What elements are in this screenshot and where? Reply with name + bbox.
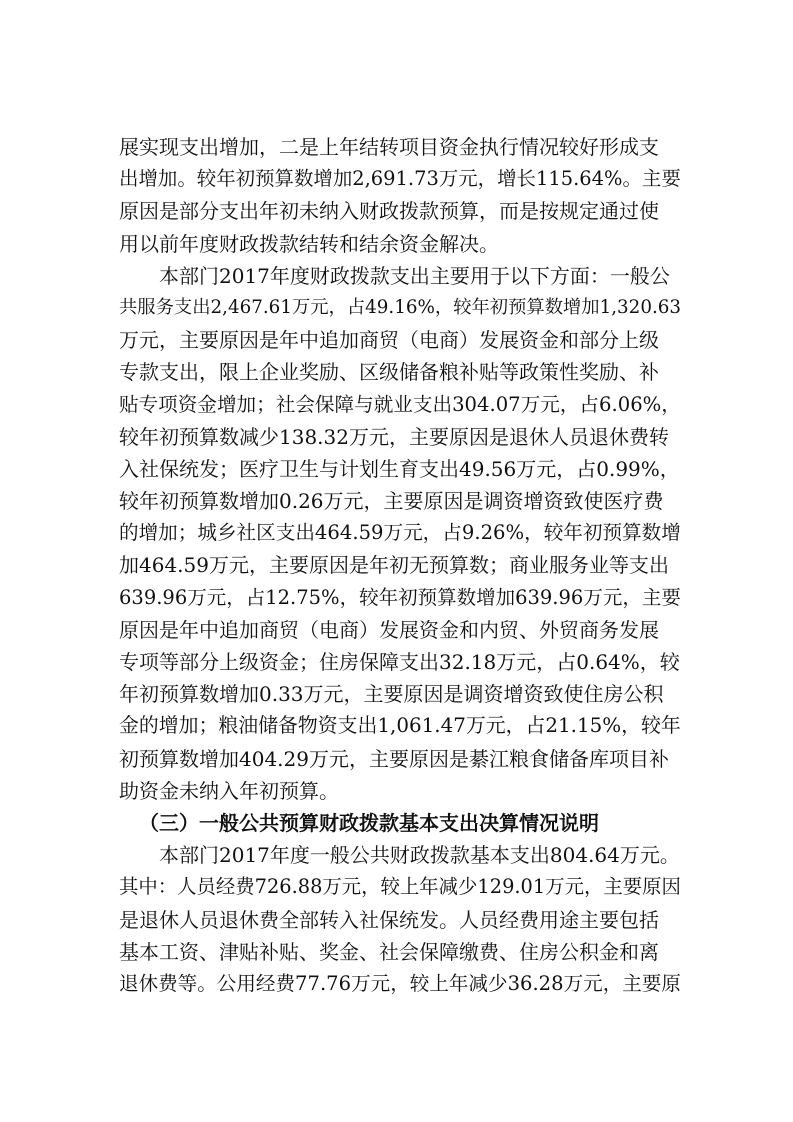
text-line: 基本工资、津贴补贴、奖金、社会保障缴费、住房公积金和离: [119, 939, 659, 964]
body-text: [119, 131, 684, 1000]
paragraph-start-line: 本部门2017年度财政拨款支出主要用于以下方面：一般公: [159, 263, 670, 288]
text-line: 展实现支出增加，二是上年结转项目资金执行情况较好形成支: [119, 135, 659, 159]
text-line: 助资金未纳入年初预算。: [119, 778, 339, 803]
text-line: 贴专项资金增加；社会保障与就业支出304.07万元，占6.06%，: [119, 392, 681, 416]
text-line: 年初预算数增加0.33万元，主要原因是调资增资致使住房公积: [119, 682, 664, 707]
text-line: 专款支出，限上企业奖励、区级储备粮补贴等政策性奖励、补: [119, 360, 659, 385]
section-heading: （三）一般公共预算财政拨款基本支出决算情况说明: [139, 810, 599, 835]
text-line: 原因是年中追加商贸（电商）发展资金和内贸、外贸商务发展: [119, 617, 659, 642]
text-line: 万元，主要原因是年中追加商贸（电商）发展资金和部分上级: [119, 328, 659, 353]
text-line: 较年初预算数增加0.26万元，主要原因是调资增资致使医疗费: [119, 489, 664, 514]
text-line: 用以前年度财政拨款结转和结余资金解决。: [119, 231, 499, 256]
text-line: 金的增加；粮油储备物资支出1,061.47万元，占21.15%，较年: [119, 714, 681, 738]
text-line: 639.96万元，占12.75%，较年初预算数增加639.96万元，主要: [119, 585, 681, 609]
paragraph-start-line: 本部门2017年度一般公共财政拨款基本支出804.64万元。: [159, 843, 680, 868]
text-line: 加464.59万元，主要原因是年初无预算数；商业服务业等支出: [119, 553, 669, 578]
text-line: 退休费等。公用经费77.76万元，较上年减少36.28万元，主要原: [119, 971, 681, 995]
text-line: 其中：人员经费726.88万元，较上年减少129.01万元，主要原因: [119, 875, 681, 899]
text-line: 出增加。较年初预算数增加2,691.73万元，增长115.64%。主要: [119, 167, 681, 191]
text-line: 原因是部分支出年初未纳入财政拨款预算，而是按规定通过使: [119, 199, 659, 224]
text-line: 的增加；城乡社区支出464.59万元，占9.26%，较年初预算数增: [119, 521, 681, 545]
text-line: 较年初预算数减少138.32万元，主要原因是退休人员退休费转: [119, 424, 669, 449]
text-line: 专项等部分上级资金；住房保障支出32.18万元，占0.64%，较: [119, 650, 680, 674]
text-line: 入社保统发；医疗卫生与计划生育支出49.56万元，占0.99%，: [119, 456, 680, 481]
text-line: 初预算数增加404.29万元，主要原因是綦江粮食储备库项目补: [119, 746, 669, 771]
text-line: 是退休人员退休费全部转入社保统发。人员经费用途主要包括: [119, 907, 659, 932]
text-line: 共服务支出2,467.61万元，占49.16%，较年初预算数增加1,320.63: [119, 296, 682, 318]
